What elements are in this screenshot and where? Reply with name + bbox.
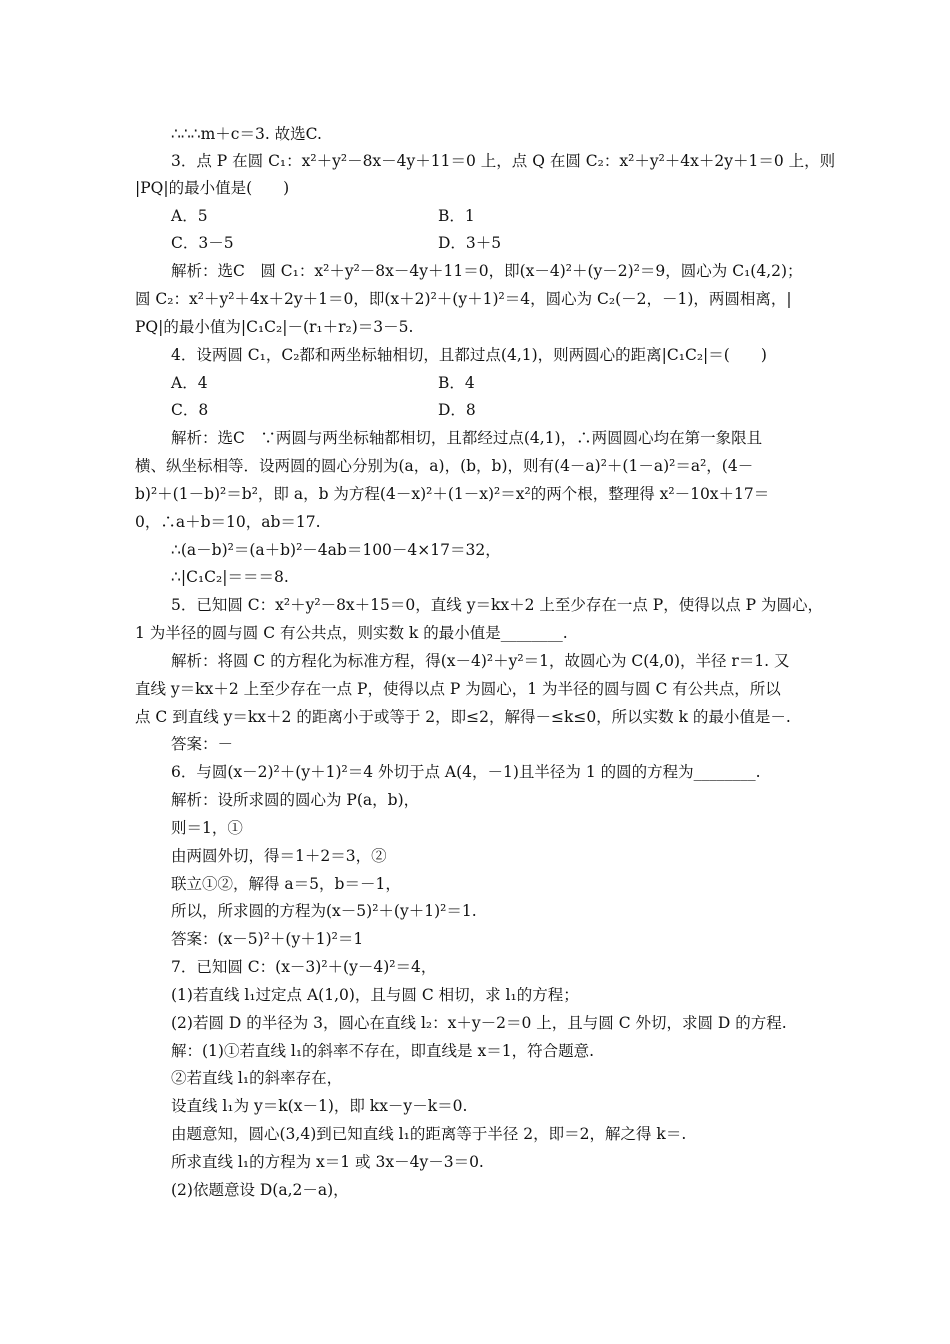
solution-line: 解析：设所求圆的圆心为 P(a，b)， [171, 791, 420, 809]
question-4-line: 4．设两圆 C₁，C₂都和两坐标轴相切，且都过点(4,1)，则两圆心的距离|C₁C₂|＝( ) [171, 346, 767, 364]
text-line: 点 C 到直线 y＝kx＋2 的距离小于或等于 2，即≤2，解得－≤k≤0，所以实数 k 的最小值是－. [135, 708, 791, 726]
text-line: 联立①②，解得 a＝5，b＝－1， [171, 875, 401, 893]
text-line: ∴(a－b)²＝(a＋b)²－4ab＝100－4×17＝32， [171, 541, 501, 559]
question-3-line: 3．点 P 在圆 C₁：x²＋y²－8x－4y＋11＝0 上，点 Q 在圆 C₂：x²＋y²＋4x＋2y＋1＝0 上，则 [171, 152, 836, 170]
question-7-line: 7．已知圆 C：(x－3)²＋(y－4)²＝4， [171, 958, 437, 976]
question-5-line: 5．已知圆 C：x²＋y²－8x＋15＝0，直线 y＝kx＋2 上至少存在一点 P，使得以点 P 为圆心， [171, 596, 824, 614]
text-line: b)²＋(1－b)²＝b²，即 a，b 为方程(4－x)²＋(1－x)²＝x²的两个根，整理得 x²－10x＋17＝ [135, 485, 770, 503]
text-line: 所求直线 l₁的方程为 x＝1 或 3x－4y－3＝0. [171, 1153, 484, 1171]
option-d: D．3＋5 [438, 234, 502, 252]
option-a: A．4 [171, 374, 208, 392]
text-line: PQ|的最小值为|C₁C₂|－(r₁＋r₂)＝3－5. [135, 318, 414, 336]
text-line: 由题意知，圆心(3,4)到已知直线 l₁的距离等于半径 2，即＝2，解之得 k＝. [171, 1125, 687, 1143]
text-line: |PQ|的最小值是( ) [135, 179, 290, 197]
text-line: 由两圆外切，得＝1＋2＝3，② [171, 847, 387, 865]
answer-line: 答案：－ [171, 735, 234, 753]
text-line: 0，∴a＋b＝10，ab＝17. [135, 513, 321, 531]
text-line: ②若直线 l₁的斜率存在， [171, 1069, 343, 1087]
answer-line: 答案：(x－5)²＋(y＋1)²＝1 [171, 930, 364, 948]
text-line: 则＝1，① [171, 819, 243, 837]
option-b: B．4 [438, 374, 475, 392]
text-line: ∴|C₁C₂|＝＝＝8. [171, 568, 289, 586]
solution-line: 解析：选C ∵两圆与两坐标轴都相切，且都经过点(4,1)，∴两圆圆心均在第一象限且 [171, 429, 763, 447]
option-c: C．3－5 [171, 234, 234, 252]
text-line: 设直线 l₁为 y＝k(x－1)，即 kx－y－k＝0. [171, 1097, 468, 1115]
text-line: (2)依题意设 D(a,2－a)， [171, 1181, 349, 1199]
solution-line: 解析：将圆 C 的方程化为标准方程，得(x－4)²＋y²＝1，故圆心为 C(4,0)，半径 r＝1. 又 [171, 652, 790, 670]
text-line: 直线 y＝kx＋2 上至少存在一点 P，使得以点 P 为圆心，1 为半径的圆与圆 C 有公共点，所以 [135, 680, 781, 698]
option-b: B．1 [438, 207, 475, 225]
text-line: 横、纵坐标相等．设两圆的圆心分别为(a，a)，(b，b)，则有(4－a)²＋(1－a)²＝a²，(4－ [135, 457, 754, 475]
text-line: (2)若圆 D 的半径为 3，圆心在直线 l₂：x＋y－2＝0 上，且与圆 C 外切，求圆 D 的方程. [171, 1014, 787, 1032]
option-d: D．8 [438, 401, 476, 419]
solution-line: 解析：选C 圆 C₁：x²＋y²－8x－4y＋11＝0，即(x－4)²＋(y－2)²＝9，圆心为 C₁(4,2)； [171, 262, 803, 280]
text-line: ∴∴∴m＋c＝3. 故选C. [171, 125, 322, 143]
solution-line: 解：(1)①若直线 l₁的斜率不存在，即直线是 x＝1，符合题意. [171, 1042, 595, 1060]
option-c: C．8 [171, 401, 209, 419]
text-line: 所以，所求圆的方程为(x－5)²＋(y＋1)²＝1. [171, 902, 477, 920]
question-6-line: 6．与圆(x－2)²＋(y＋1)²＝4 外切于点 A(4，－1)且半径为 1 的圆的方程为________. [171, 763, 761, 781]
text-line: 圆 C₂：x²＋y²＋4x＋2y＋1＝0，即(x＋2)²＋(y＋1)²＝4，圆心为 C₂(－2，－1)，两圆相离，| [135, 290, 792, 308]
text-line: 1 为半径的圆与圆 C 有公共点，则实数 k 的最小值是________. [135, 624, 568, 642]
option-a: A．5 [171, 207, 208, 225]
text-line: (1)若直线 l₁过定点 A(1,0)，且与圆 C 相切，求 l₁的方程； [171, 986, 579, 1004]
